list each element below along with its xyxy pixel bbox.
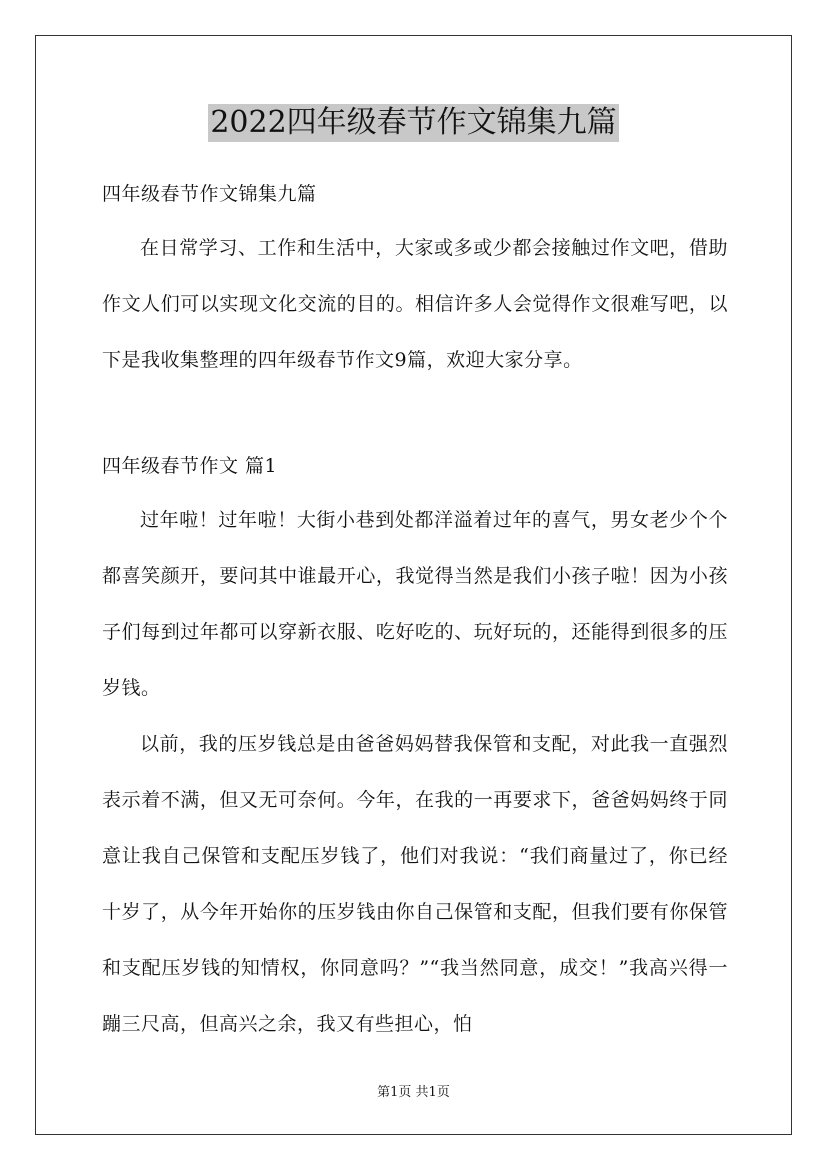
intro-paragraph: 在日常学习、工作和生活中，大家或多或少都会接触过作文吧，借助作文人们可以实现文化交流的目的。相信许多人会觉得作文很难写吧，以下是我收集整理的四年级春节作文9篇，欢迎大家分享。 [102,237,728,371]
document-title: 2022四年级春节作文锦集九篇 [210,105,617,140]
intro-section [102,220,728,388]
essay-body [102,492,728,1052]
page-footer: 第1页 共1页 [377,1085,450,1100]
essay-paragraph: 以前，我的压岁钱总是由爸爸妈妈替我保管和支配，对此我一直强烈表示着不满，但又无可奈何。今年，在我的一再要求下，爸爸妈妈终于同意让我自己保管和支配压岁钱了，他们对我说：“我们商量过了，你已经十岁了，从今年开始你的压岁钱由你自己保管和支配，但我们要有你保管和支配压岁钱的知情权，你同意吗？”“我当然同意，成交！”我高兴得一蹦三尺高，但高兴之余，我又有些担心，怕 [102,733,728,1035]
title-container [0,104,827,142]
essay-paragraph: 过年啦！过年啦！大街小巷到处都洋溢着过年的喜气，男女老少个个都喜笑颜开，要问其中谁最开心，我觉得当然是我们小孩子啦！因为小孩子们每到过年都可以穿新衣服、吃好吃的、玩好玩的，还能得到很多的压岁钱。 [102,509,728,699]
document-subtitle: 四年级春节作文锦集九篇 [102,183,317,205]
section-heading: 四年级春节作文 篇1 [102,455,278,477]
